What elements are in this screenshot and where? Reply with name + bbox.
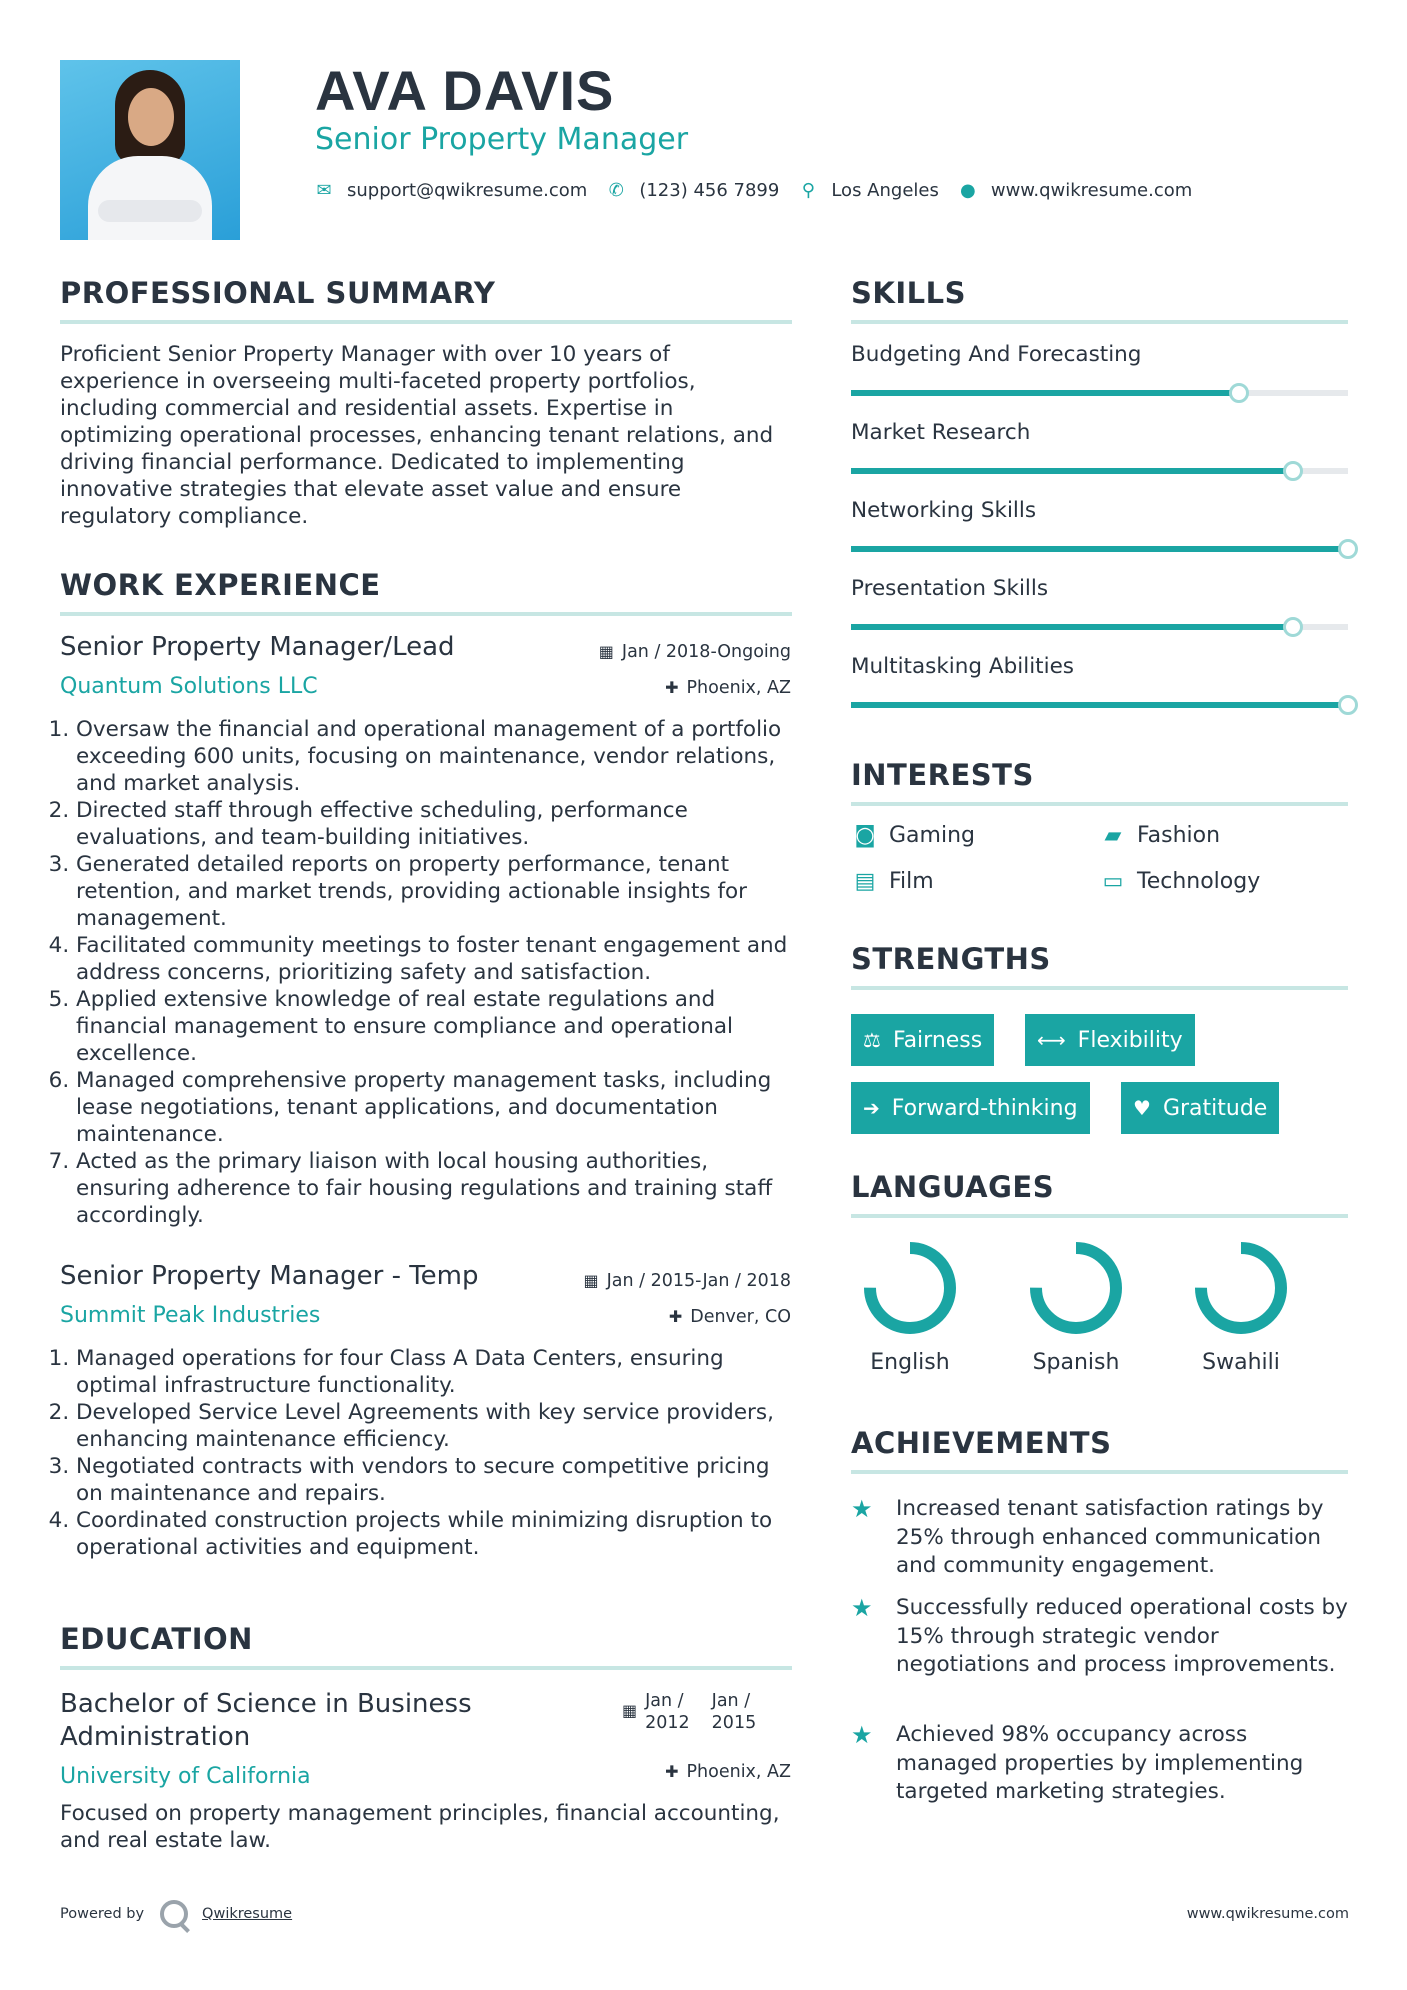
strength-tag: ⟷ Flexibility xyxy=(1025,1014,1195,1066)
skill-label: Presentation Skills xyxy=(851,576,1049,601)
languages-heading: LANGUAGES xyxy=(851,1170,1055,1204)
achievement-item: ★ Increased tenant satisfaction ratings by 25% through enhanced communication and community engagement. xyxy=(851,1495,1351,1581)
language-item xyxy=(1176,1240,1306,1375)
section-divider xyxy=(851,320,1348,324)
footer-powered-by: Powered by Qwikresume xyxy=(60,1900,292,1928)
education-heading: EDUCATION xyxy=(60,1622,253,1656)
strength-tag: ➔ Forward-thinking xyxy=(851,1082,1090,1134)
language-item xyxy=(1011,1240,1141,1375)
phone-icon: ✆ xyxy=(608,180,624,201)
calendar-icon: ▦ xyxy=(598,642,614,661)
skill-bar-handle xyxy=(1338,695,1358,715)
film-icon: ▤ xyxy=(854,869,876,894)
skill-bar xyxy=(851,468,1348,474)
skill-bar-fill xyxy=(851,468,1293,474)
summary-text: Proficient Senior Property Manager with over 10 years of experience in overseeing multi-faceted property portfolios, including commercial and residential assets. Expertise in optimizing operational processes, enhancing tenant relations, and driving financial performance. Dedicated to implementing innovative strategies that elevate asset value and ensure regulatory compliance. xyxy=(60,342,774,529)
contact-website[interactable]: ● www.qwikresume.com xyxy=(959,180,1193,201)
achievement-item: ★ Successfully reduced operational costs by 15% through strategic vendor negotiations and process improvements. xyxy=(851,1594,1351,1680)
skill-bar xyxy=(851,702,1348,708)
star-icon: ★ xyxy=(851,1594,873,1622)
degree-title: Bachelor of Science in Business Administration xyxy=(60,1689,472,1752)
job-duties xyxy=(58,1345,794,1561)
skill-bar-fill xyxy=(851,702,1348,708)
shopping-bag-icon: ▰ xyxy=(1104,823,1122,848)
list-item: 4. Coordinated construction projects while minimizing disruption to operational activities and equipment. xyxy=(76,1507,794,1561)
section-divider xyxy=(851,1214,1348,1218)
candidate-name: AVA DAVIS xyxy=(315,59,615,122)
footer-site-link[interactable]: www.qwikresume.com xyxy=(1186,1906,1349,1922)
education-dates: ▦ Jan / 2012 Jan / 2015 xyxy=(622,1691,757,1733)
education-location: ✚ Phoenix, AZ xyxy=(665,1762,791,1782)
job-duties xyxy=(58,716,794,1229)
skill-label: Market Research xyxy=(851,420,1031,445)
language-label: Swahili xyxy=(1202,1350,1280,1375)
achievement-item: ★ Achieved 98% occupancy across managed properties by implementing targeted marketing strategies. xyxy=(851,1721,1351,1807)
language-ring xyxy=(1193,1240,1289,1336)
list-item: 6. Managed comprehensive property management tasks, including lease negotiations, tenant applications, and documentation maintenance. xyxy=(76,1067,794,1148)
balance-scale-icon: ⚖ xyxy=(863,1028,881,1052)
section-divider xyxy=(60,612,792,616)
strength-tag: ⚖ Fairness xyxy=(851,1014,994,1066)
footer-brand-link[interactable]: Qwikresume xyxy=(202,1906,293,1922)
arrow-right-icon: ➔ xyxy=(863,1096,880,1120)
job-company: Summit Peak Industries xyxy=(60,1303,321,1328)
section-divider xyxy=(851,986,1348,990)
education-description: Focused on property management principles, financial accounting, and real estate law. xyxy=(60,1801,780,1853)
skill-bar-fill xyxy=(851,624,1293,630)
heart-icon: ♥ xyxy=(1133,1096,1151,1120)
section-divider xyxy=(851,802,1348,806)
language-label: Spanish xyxy=(1032,1350,1120,1375)
contact-location: ⚲ Los Angeles xyxy=(799,180,939,201)
list-item: 1. Oversaw the financial and operational management of a portfolio exceeding 600 units, focusing on maintenance, vendor relations, and market analysis. xyxy=(76,716,794,797)
list-item: 1. Managed operations for four Class A Data Centers, ensuring optimal infrastructure functionality. xyxy=(76,1345,794,1399)
interests-heading: INTERESTS xyxy=(851,758,1034,792)
section-divider xyxy=(60,320,792,324)
profile-photo xyxy=(60,60,240,240)
calendar-icon: ▦ xyxy=(622,1701,638,1720)
gamepad-icon: ◙ xyxy=(854,823,876,848)
globe-icon: ● xyxy=(959,180,976,201)
skill-bar-handle xyxy=(1283,461,1303,481)
skill-bar-handle xyxy=(1229,383,1249,403)
interest-film: ▤ Film xyxy=(851,869,934,894)
language-ring xyxy=(862,1240,958,1336)
contact-email[interactable]: ✉ support@qwikresume.com xyxy=(316,180,588,201)
skill-bar xyxy=(851,546,1348,552)
list-item: 7. Acted as the primary liaison with local housing authorities, ensuring adherence to fair housing regulations and training staff accordingly. xyxy=(76,1148,794,1229)
job-title: Senior Property Manager/Lead xyxy=(60,632,455,662)
skill-bar-handle xyxy=(1283,617,1303,637)
strength-tag: ♥ Gratitude xyxy=(1121,1082,1279,1134)
job-dates: ▦ Jan / 2018-Ongoing xyxy=(598,642,791,662)
job-title: Senior Property Manager - Temp xyxy=(60,1261,479,1291)
pin-icon: ✚ xyxy=(665,1762,679,1781)
skill-bar-handle xyxy=(1338,539,1358,559)
list-item: 3. Generated detailed reports on property performance, tenant retention, and market trends, providing actionable insights for management. xyxy=(76,851,794,932)
list-item: 4. Facilitated community meetings to foster tenant engagement and address concerns, prioritizing safety and satisfaction. xyxy=(76,932,794,986)
job-dates: ▦ Jan / 2015-Jan / 2018 xyxy=(583,1271,791,1291)
contact-phone[interactable]: ✆ (123) 456 7899 xyxy=(608,180,780,201)
contact-bar xyxy=(315,180,1212,201)
interest-fashion: ▰ Fashion xyxy=(1099,823,1220,848)
language-ring xyxy=(1028,1240,1124,1336)
experience-heading: WORK EXPERIENCE xyxy=(60,568,381,602)
candidate-role: Senior Property Manager xyxy=(315,122,689,157)
section-divider xyxy=(851,1470,1348,1474)
arrows-horizontal-icon: ⟷ xyxy=(1037,1028,1066,1052)
skill-bar xyxy=(851,390,1348,396)
pin-icon: ✚ xyxy=(668,1307,683,1326)
skill-bar-fill xyxy=(851,390,1239,396)
envelope-icon: ✉ xyxy=(316,180,332,201)
strengths-heading: STRENGTHS xyxy=(851,942,1051,976)
job-location: ✚ Phoenix, AZ xyxy=(665,678,791,698)
list-item: 2. Directed staff through effective scheduling, performance evaluations, and team-building initiatives. xyxy=(76,797,794,851)
laptop-icon: ▭ xyxy=(1102,869,1124,894)
achievements-heading: ACHIEVEMENTS xyxy=(851,1426,1112,1460)
qwikresume-logo-icon xyxy=(160,1900,188,1928)
calendar-icon: ▦ xyxy=(583,1271,599,1290)
list-item: 3. Negotiated contracts with vendors to secure competitive pricing on maintenance and repairs. xyxy=(76,1453,794,1507)
pin-icon: ✚ xyxy=(665,678,679,697)
school-name: University of California xyxy=(60,1764,311,1789)
skill-bar-fill xyxy=(851,546,1348,552)
skill-label: Budgeting And Forecasting xyxy=(851,342,1142,367)
star-icon: ★ xyxy=(851,1721,873,1749)
map-marker-icon: ⚲ xyxy=(801,180,815,201)
summary-heading: PROFESSIONAL SUMMARY xyxy=(60,276,496,310)
language-item xyxy=(845,1240,975,1375)
list-item: 5. Applied extensive knowledge of real estate regulations and financial management to ensure compliance and operational excellence. xyxy=(76,986,794,1067)
skills-heading: SKILLS xyxy=(851,276,966,310)
section-divider xyxy=(60,1666,792,1670)
skill-label: Multitasking Abilities xyxy=(851,654,1074,679)
job-company: Quantum Solutions LLC xyxy=(60,674,318,699)
job-location: ✚ Denver, CO xyxy=(668,1307,791,1327)
interest-gaming: ◙ Gaming xyxy=(851,823,975,848)
star-icon: ★ xyxy=(851,1495,873,1523)
language-label: English xyxy=(870,1350,950,1375)
list-item: 2. Developed Service Level Agreements with key service providers, enhancing maintenance efficiency. xyxy=(76,1399,794,1453)
skill-bar xyxy=(851,624,1348,630)
skill-label: Networking Skills xyxy=(851,498,1037,523)
interest-technology: ▭ Technology xyxy=(1099,869,1260,894)
